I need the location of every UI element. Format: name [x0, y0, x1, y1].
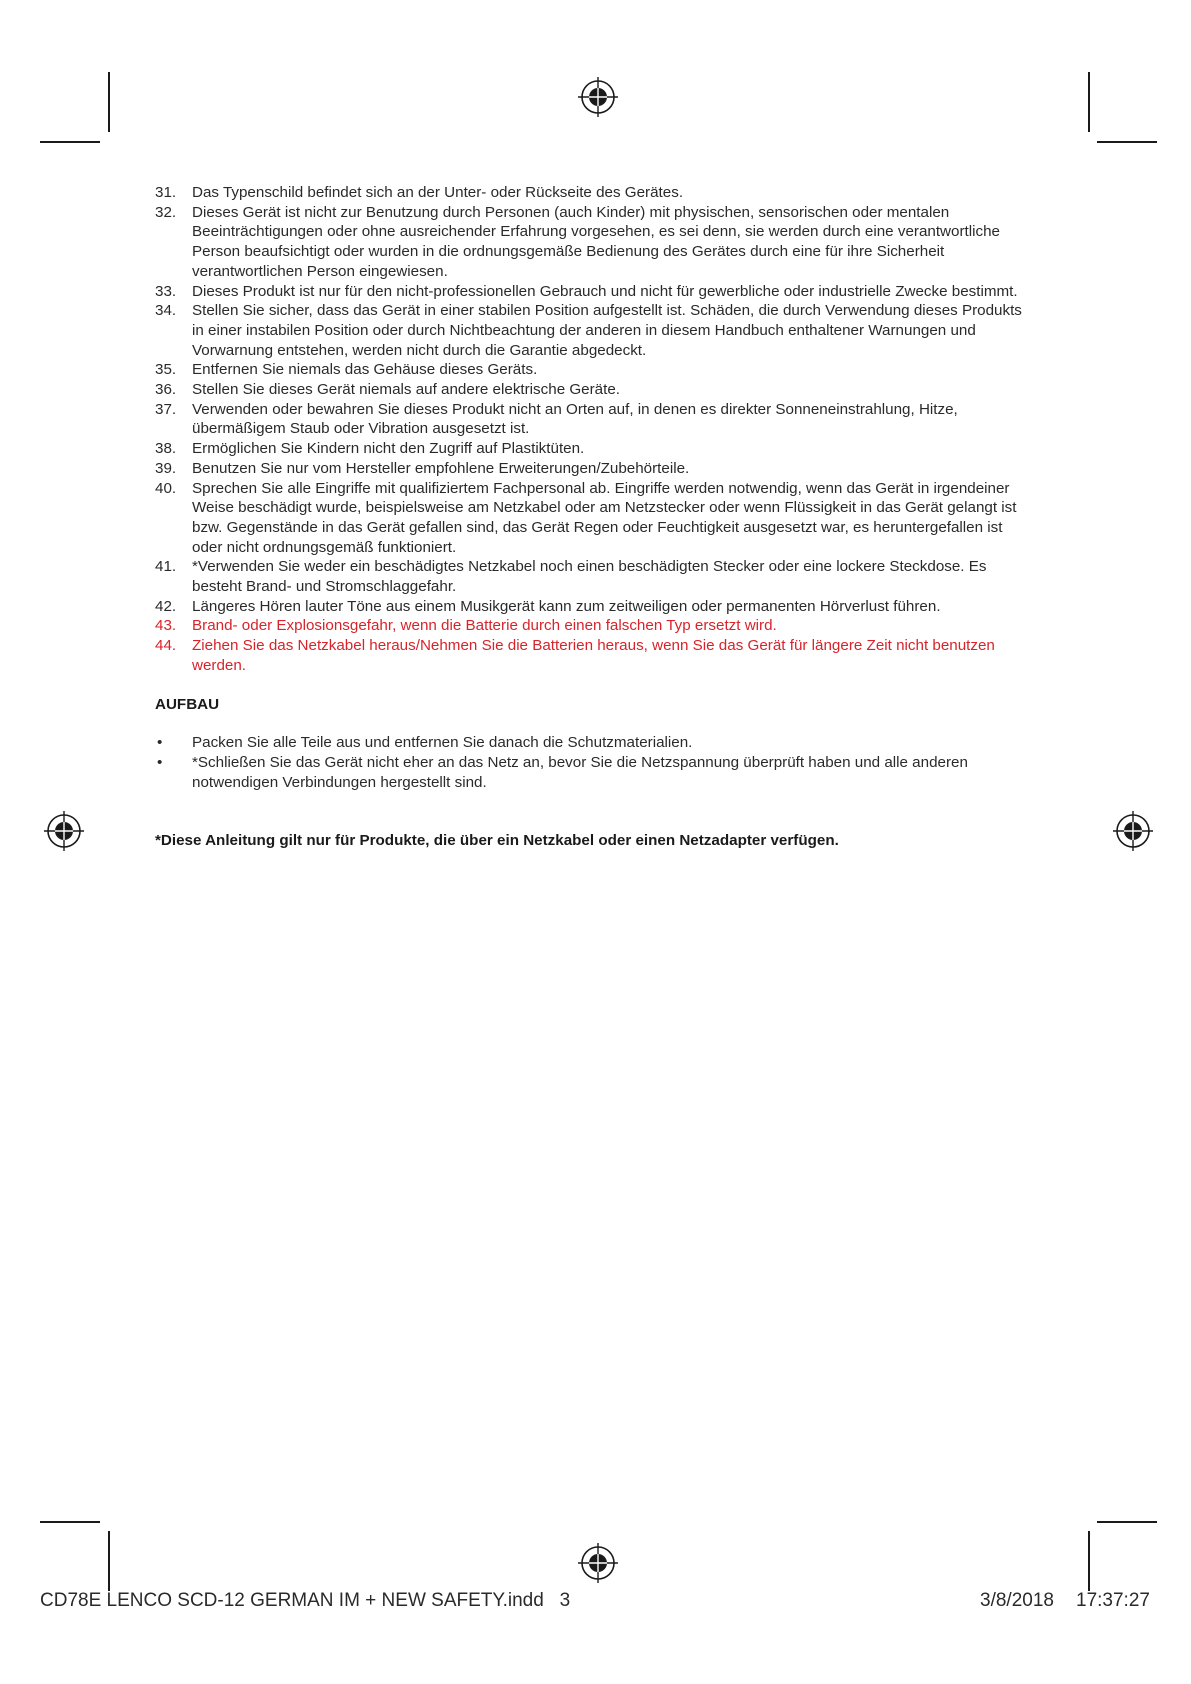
list-item: [155, 203, 1035, 282]
crop-mark-top-left-vertical: [108, 72, 110, 132]
list-item: [155, 459, 1035, 479]
crop-mark-bottom-left-horizontal: [40, 1521, 100, 1523]
registration-mark-icon: [1113, 811, 1153, 851]
footer-file-name: CD78E LENCO SCD-12 GERMAN IM + NEW SAFETY.indd 3: [40, 1590, 571, 1611]
list-item: [155, 557, 1035, 596]
item-number: 39.: [155, 459, 177, 477]
list-item: [155, 301, 1035, 360]
item-number: 42.: [155, 597, 177, 615]
footer-time: 17:37:27: [1076, 1590, 1150, 1611]
item-number: 35.: [155, 361, 177, 379]
item-number: 41.: [155, 558, 177, 576]
list-item: [155, 380, 1035, 400]
item-text: Ziehen Sie das Netzkabel heraus/Nehmen Sie die Batterien heraus, wenn Sie das Gerät für längere Zeit nicht benutzen werden.: [192, 637, 995, 674]
bullet-item: [155, 733, 1035, 753]
bullet-text: Packen Sie alle Teile aus und entfernen Sie danach die Schutzmaterialien.: [192, 734, 693, 752]
item-number: 44.: [155, 637, 177, 655]
crop-mark-top-right-horizontal: [1097, 141, 1157, 143]
item-text: Stellen Sie sicher, dass das Gerät in einer stabilen Position aufgestellt ist. Schäden, die durch Verwendung dieses Produkts in einer instabilen Position oder durch Nichtbeachtung der anderen in diesem Handbuch enthaltener Warnungen und Vorwarnung entstehen, werden nicht durch die Garantie abgedeckt.: [192, 302, 1022, 359]
item-text: Brand- oder Explosionsgefahr, wenn die Batterie durch einen falschen Typ ersetzt wird.: [192, 617, 777, 635]
list-item: [155, 360, 1035, 380]
item-text: Längeres Hören lauter Töne aus einem Musikgerät kann zum zeitweiligen oder permanenten Hörverlust führen.: [192, 597, 941, 615]
list-item-warning: [155, 636, 1035, 675]
item-number: 31.: [155, 184, 177, 201]
bullet-text: *Schließen Sie das Gerät nicht eher an das Netz an, bevor Sie die Netzspannung überprüft haben und alle anderen notwendigen Verbindungen hergestellt sind.: [192, 753, 968, 791]
item-number: 34.: [155, 302, 177, 320]
item-text: *Verwenden Sie weder ein beschädigtes Netzkabel noch einen beschädigten Stecker oder eine lockere Steckdose. Es besteht Brand- und Stromschlaggefahr.: [192, 558, 987, 596]
crop-mark-bottom-right-vertical: [1088, 1531, 1090, 1591]
registration-mark-icon: [578, 77, 618, 117]
list-item: [155, 597, 1035, 617]
bullet-icon: •: [157, 753, 163, 771]
item-number: 37.: [155, 400, 177, 418]
item-number: 32.: [155, 203, 177, 221]
crop-mark-top-right-vertical: [1088, 72, 1090, 132]
crop-mark-top-left-horizontal: [40, 141, 100, 143]
item-text: Verwenden oder bewahren Sie dieses Produkt nicht an Orten auf, in denen es direkter Sonneneinstrahlung, Hitze, übermäßigem Staub oder Vibration ausgesetzt ist.: [192, 400, 958, 438]
item-text: Dieses Gerät ist nicht zur Benutzung durch Personen (auch Kinder) mit physischen, sensorischen oder mentalen Beeinträchtigungen oder ohne ausreichender Erfahrung vorgesehen, es sei denn, sie werden durch eine verantwortliche Person beaufsichtigt oder wurden in die ordnungsgemäße Bedienung des Gerätes durch eine für ihre Sicherheit verantwortlichen Person eingewiesen.: [192, 203, 1000, 280]
item-text: Stellen Sie dieses Gerät niemals auf andere elektrische Geräte.: [192, 381, 621, 399]
item-number: 36.: [155, 381, 177, 399]
registration-mark-icon: [44, 811, 84, 851]
section-heading: AUFBAU: [155, 695, 220, 713]
item-number: 43.: [155, 617, 177, 635]
item-text: Dieses Produkt ist nur für den nicht-professionellen Gebrauch und nicht für gewerbliche oder industrielle Zwecke bestimmt.: [192, 282, 1018, 300]
crop-mark-bottom-left-vertical: [108, 1531, 110, 1591]
registration-mark-icon: [578, 1543, 618, 1583]
item-text: Sprechen Sie alle Eingriffe mit qualifiziertem Fachpersonal ab. Eingriffe werden notwendig, wenn das Gerät in irgendeiner Weise beschädigt wurde, beispielsweise am Netzkabel oder am Netzstecker oder wenn Flüssigkeit in das Gerät gelangt ist bzw. Gegenstände in das Gerät gefallen sind, das Gerät Regen oder Feuchtigkeit ausgesetzt war, es heruntergefallen ist oder nicht ordnungsgemäß funktioniert.: [192, 479, 1017, 556]
item-number: 38.: [155, 440, 177, 458]
list-item: [155, 183, 1035, 203]
list-item: [155, 439, 1035, 459]
footnote: *Diese Anleitung gilt nur für Produkte, die über ein Netzkabel oder einen Netzadapter verfügen.: [155, 832, 839, 850]
item-text: Das Typenschild befindet sich an der Unter- oder Rückseite des Gerätes.: [192, 184, 684, 201]
list-item: [155, 400, 1035, 439]
crop-mark-bottom-right-horizontal: [1097, 1521, 1157, 1523]
item-number: 40.: [155, 479, 177, 497]
list-item: [155, 479, 1035, 558]
footer-date: 3/8/2018: [980, 1590, 1054, 1611]
list-item-warning: [155, 616, 1035, 636]
item-text: Benutzen Sie nur vom Hersteller empfohlene Erweiterungen/Zubehörteile.: [192, 459, 690, 477]
bullet-icon: •: [157, 734, 163, 752]
document-body: [155, 183, 1035, 851]
item-text: Ermöglichen Sie Kindern nicht den Zugriff auf Plastiktüten.: [192, 440, 585, 458]
item-text: Entfernen Sie niemals das Gehäuse dieses Geräts.: [192, 361, 538, 379]
list-item: [155, 282, 1035, 302]
item-number: 33.: [155, 282, 177, 300]
bullet-item: [155, 753, 1035, 792]
